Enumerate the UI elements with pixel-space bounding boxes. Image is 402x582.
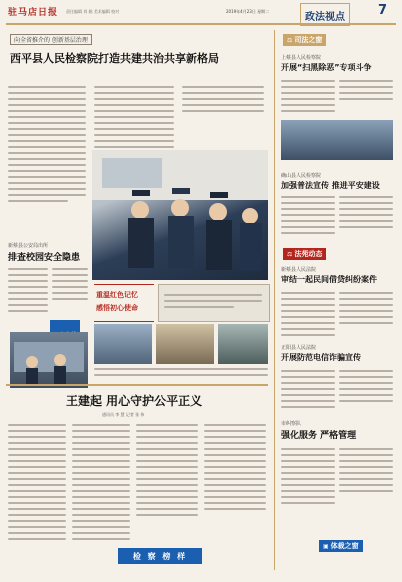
bottom-photo-2	[156, 324, 214, 364]
scales-icon: ⚖	[287, 36, 293, 44]
feature-photo	[92, 150, 268, 280]
feature-kicker: 向全省推介的 创新基层治理	[10, 34, 92, 45]
quote-line-1: 重温红色记忆	[96, 291, 138, 299]
gavel-icon: ⚖	[287, 250, 293, 258]
footer-banner: 检 察 榜 样	[118, 548, 202, 564]
editor-line: 责任编辑 刘 娟 美术编辑 校对	[66, 9, 120, 14]
court-story3-title: 强化服务 严格管理	[281, 431, 357, 441]
masthead: 驻马店日报	[8, 8, 59, 18]
corner-label: ▣ 体裁之窗	[319, 540, 363, 552]
bottom-byline: 通讯员 李 慧 记者 张 伟	[102, 412, 145, 417]
quote-line-2: 感悟初心使命	[96, 304, 138, 312]
book-icon: ▣	[323, 542, 329, 550]
page-header	[6, 3, 396, 27]
quote-box	[94, 284, 154, 322]
court-story2-title: 开展防范电信诈骗宣传	[281, 353, 361, 362]
left-mid-title: 排查校园安全隐患	[8, 253, 81, 263]
court-story1-title: 审结一起民间借贷纠纷案件	[281, 275, 377, 284]
section-title: 政法视点	[300, 3, 350, 26]
sidebar-story2-title: 加强普法宣传 推进平安建设	[281, 181, 380, 190]
date-info: 2019年4月23日 星期二	[226, 9, 270, 14]
bottom-feature	[6, 384, 268, 554]
left-mid-kicker: 新蔡县公安局出所	[8, 243, 49, 249]
feature-block	[6, 30, 268, 80]
bottom-headline: 王建起 用心守护公平正义	[66, 394, 203, 408]
section-label-court: ⚖ 法苑动态	[283, 248, 326, 260]
court-story1-kicker: 新蔡县人民法院	[281, 267, 317, 273]
sidebar-story2-kicker: 确山县人民检察院	[281, 173, 322, 179]
feature-headline: 西平县人民检察院打造共建共治共享新格局	[10, 52, 219, 65]
sidebar-photo-1	[281, 120, 393, 160]
right-sidebar	[274, 30, 397, 570]
bottom-photo-3	[218, 324, 268, 364]
court-story2-kicker: 正阳县人民法院	[281, 345, 317, 351]
sidebar-story1-kicker: 上蔡县人民检察院	[281, 55, 322, 61]
page-number: 7	[378, 3, 388, 18]
left-photo	[10, 332, 88, 388]
officers-illustration	[92, 150, 268, 280]
sidebar-story1-title: 开展“扫黑除恶”专项斗争	[281, 63, 372, 72]
court-story3-kicker: 市纠察队	[281, 421, 302, 427]
bottom-photo-1	[94, 324, 152, 364]
section-label-judicial: ⚖ 司法之窗	[283, 34, 326, 46]
gallery-strip	[158, 284, 268, 320]
header-rule	[6, 23, 396, 25]
